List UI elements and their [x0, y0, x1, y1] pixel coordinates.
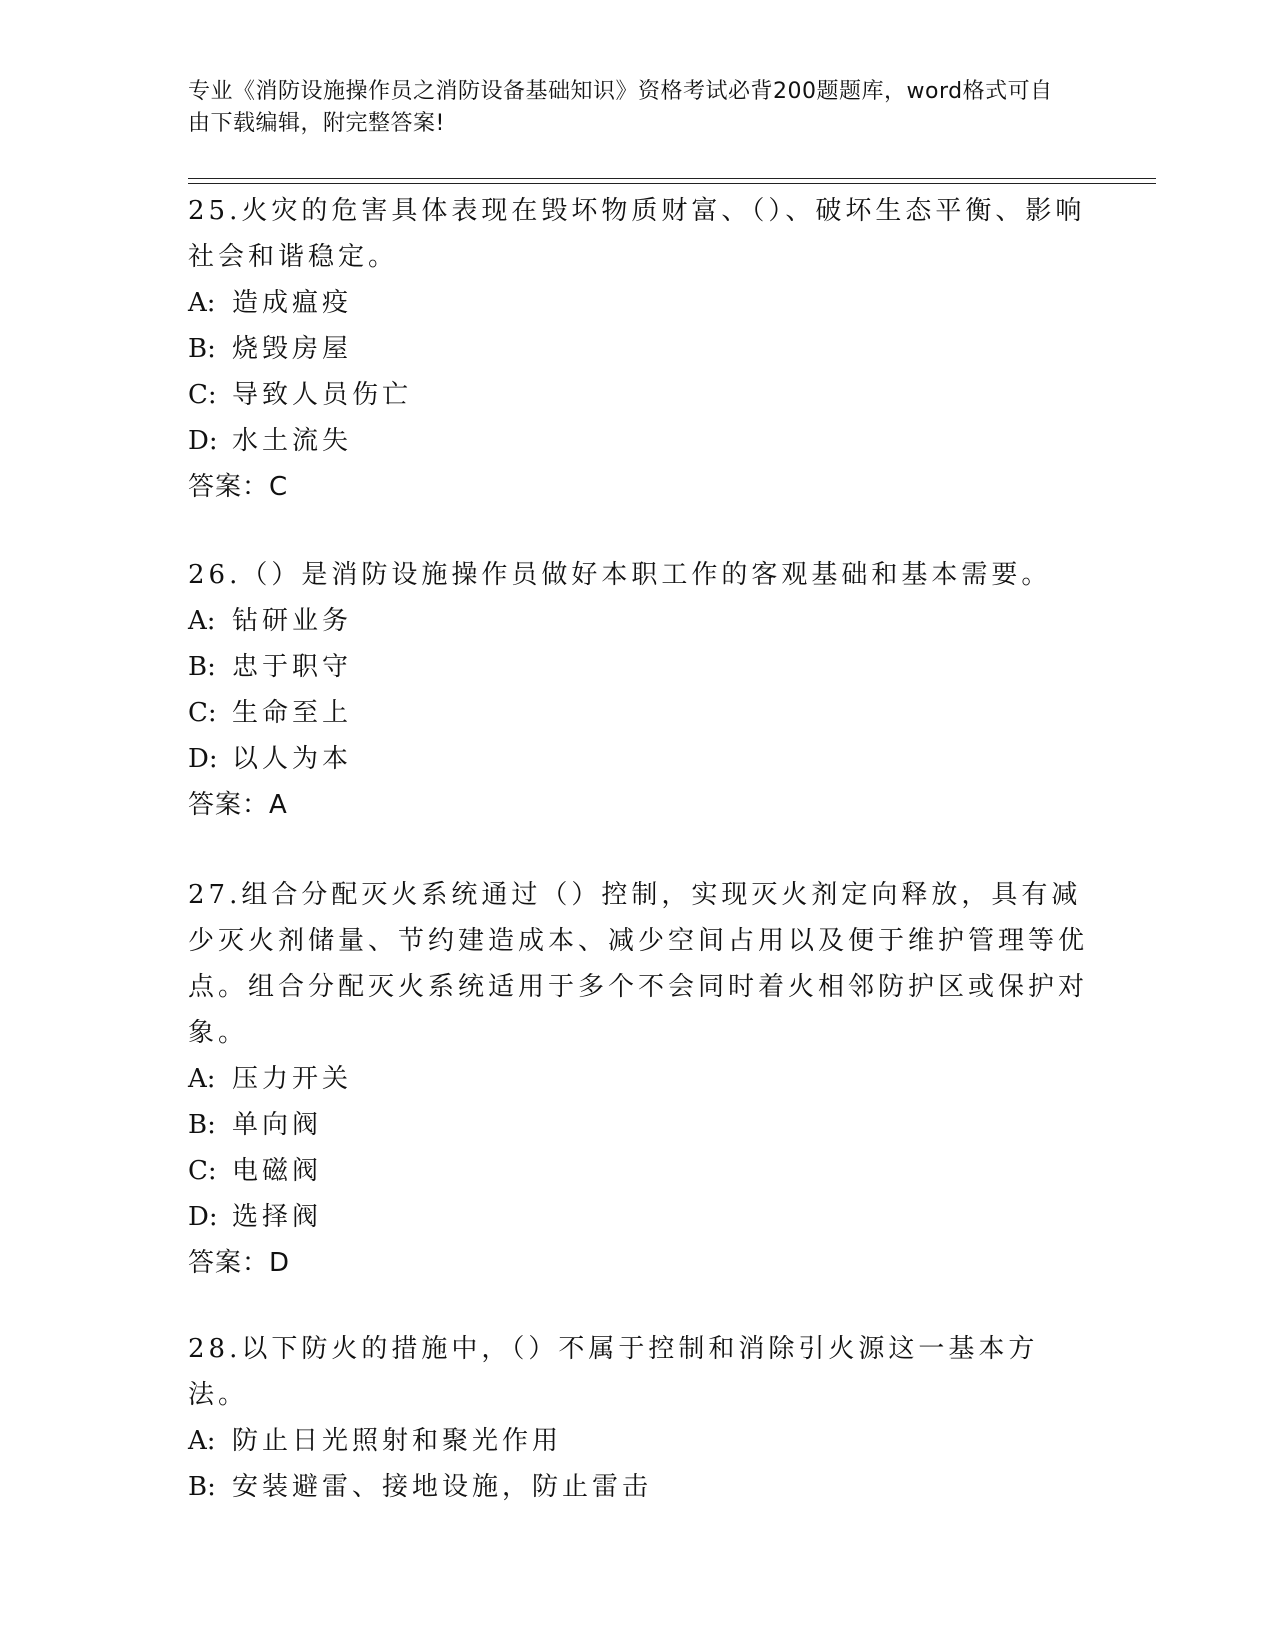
option-key: A:: [188, 288, 216, 318]
option-key: A:: [188, 1426, 216, 1456]
option-key: A:: [188, 1064, 216, 1094]
answer: 答案：A: [188, 790, 288, 820]
option-d: [188, 1194, 1088, 1240]
option-text: 防止日光照射和聚光作用: [232, 1426, 563, 1456]
option-text: 忠于职守: [232, 652, 353, 682]
option-c: [188, 1148, 1088, 1194]
option-b: [188, 644, 1088, 690]
header-divider-top: [188, 178, 1156, 179]
option-key: D:: [188, 1202, 218, 1232]
question-stem: 26.（）是消防设施操作员做好本职工作的客观基础和基本需要。: [188, 560, 1052, 590]
question-stem: 28.以下防火的措施中，（）不属于控制和消除引火源这一基本方法。: [188, 1334, 1039, 1410]
question-stem: 25.火灾的危害具体表现在毁坏物质财富、（）、破坏生态平衡、影响社会和谐稳定。: [188, 196, 1086, 272]
option-a: [188, 1056, 1088, 1102]
option-key: A:: [188, 606, 216, 636]
option-c: [188, 690, 1088, 736]
option-a: [188, 598, 1088, 644]
option-text: 电磁阀: [232, 1156, 323, 1186]
option-b: [188, 1464, 1088, 1510]
option-key: C:: [188, 698, 217, 728]
option-key: B:: [188, 652, 216, 682]
option-c: [188, 372, 1088, 418]
option-key: C:: [188, 380, 217, 410]
option-a: [188, 280, 1088, 326]
option-d: [188, 736, 1088, 782]
option-text: 水土流失: [232, 426, 353, 456]
option-b: [188, 1102, 1088, 1148]
document-intro: 专业《消防设施操作员之消防设备基础知识》资格考试必背200题题库，word格式可自由下载编辑，附完整答案!: [188, 79, 1053, 136]
option-text: 造成瘟疫: [232, 288, 353, 318]
answer: 答案：D: [188, 1248, 291, 1278]
option-key: C:: [188, 1156, 217, 1186]
option-text: 单向阀: [232, 1110, 323, 1140]
question-25: [188, 188, 1088, 510]
option-text: 烧毁房屋: [232, 334, 353, 364]
question-28: [188, 1326, 1088, 1510]
option-b: [188, 326, 1088, 372]
option-text: 安装避雷、接地设施，防止雷击: [232, 1472, 653, 1502]
option-text: 钻研业务: [232, 606, 353, 636]
question-26: [188, 552, 1088, 828]
option-a: [188, 1418, 1088, 1464]
header-divider-bottom: [188, 183, 1156, 184]
question-27: [188, 872, 1088, 1286]
option-key: B:: [188, 1472, 216, 1502]
option-text: 压力开关: [232, 1064, 353, 1094]
option-key: B:: [188, 334, 216, 364]
option-text: 生命至上: [232, 698, 353, 728]
answer: 答案：C: [188, 472, 289, 502]
option-text: 选择阀: [232, 1202, 323, 1232]
question-stem: 27.组合分配灭火系统通过（）控制，实现灭火剂定向释放，具有减少灭火剂储量、节约建造成本、减少空间占用以及便于维护管理等优点。组合分配灭火系统适用于多个不会同时着火相邻防护区或保护对象。: [188, 880, 1089, 1048]
option-key: D:: [188, 426, 218, 456]
option-text: 以人为本: [232, 744, 353, 774]
option-d: [188, 418, 1088, 464]
option-key: D:: [188, 744, 218, 774]
option-key: B:: [188, 1110, 216, 1140]
option-text: 导致人员伤亡: [232, 380, 413, 410]
